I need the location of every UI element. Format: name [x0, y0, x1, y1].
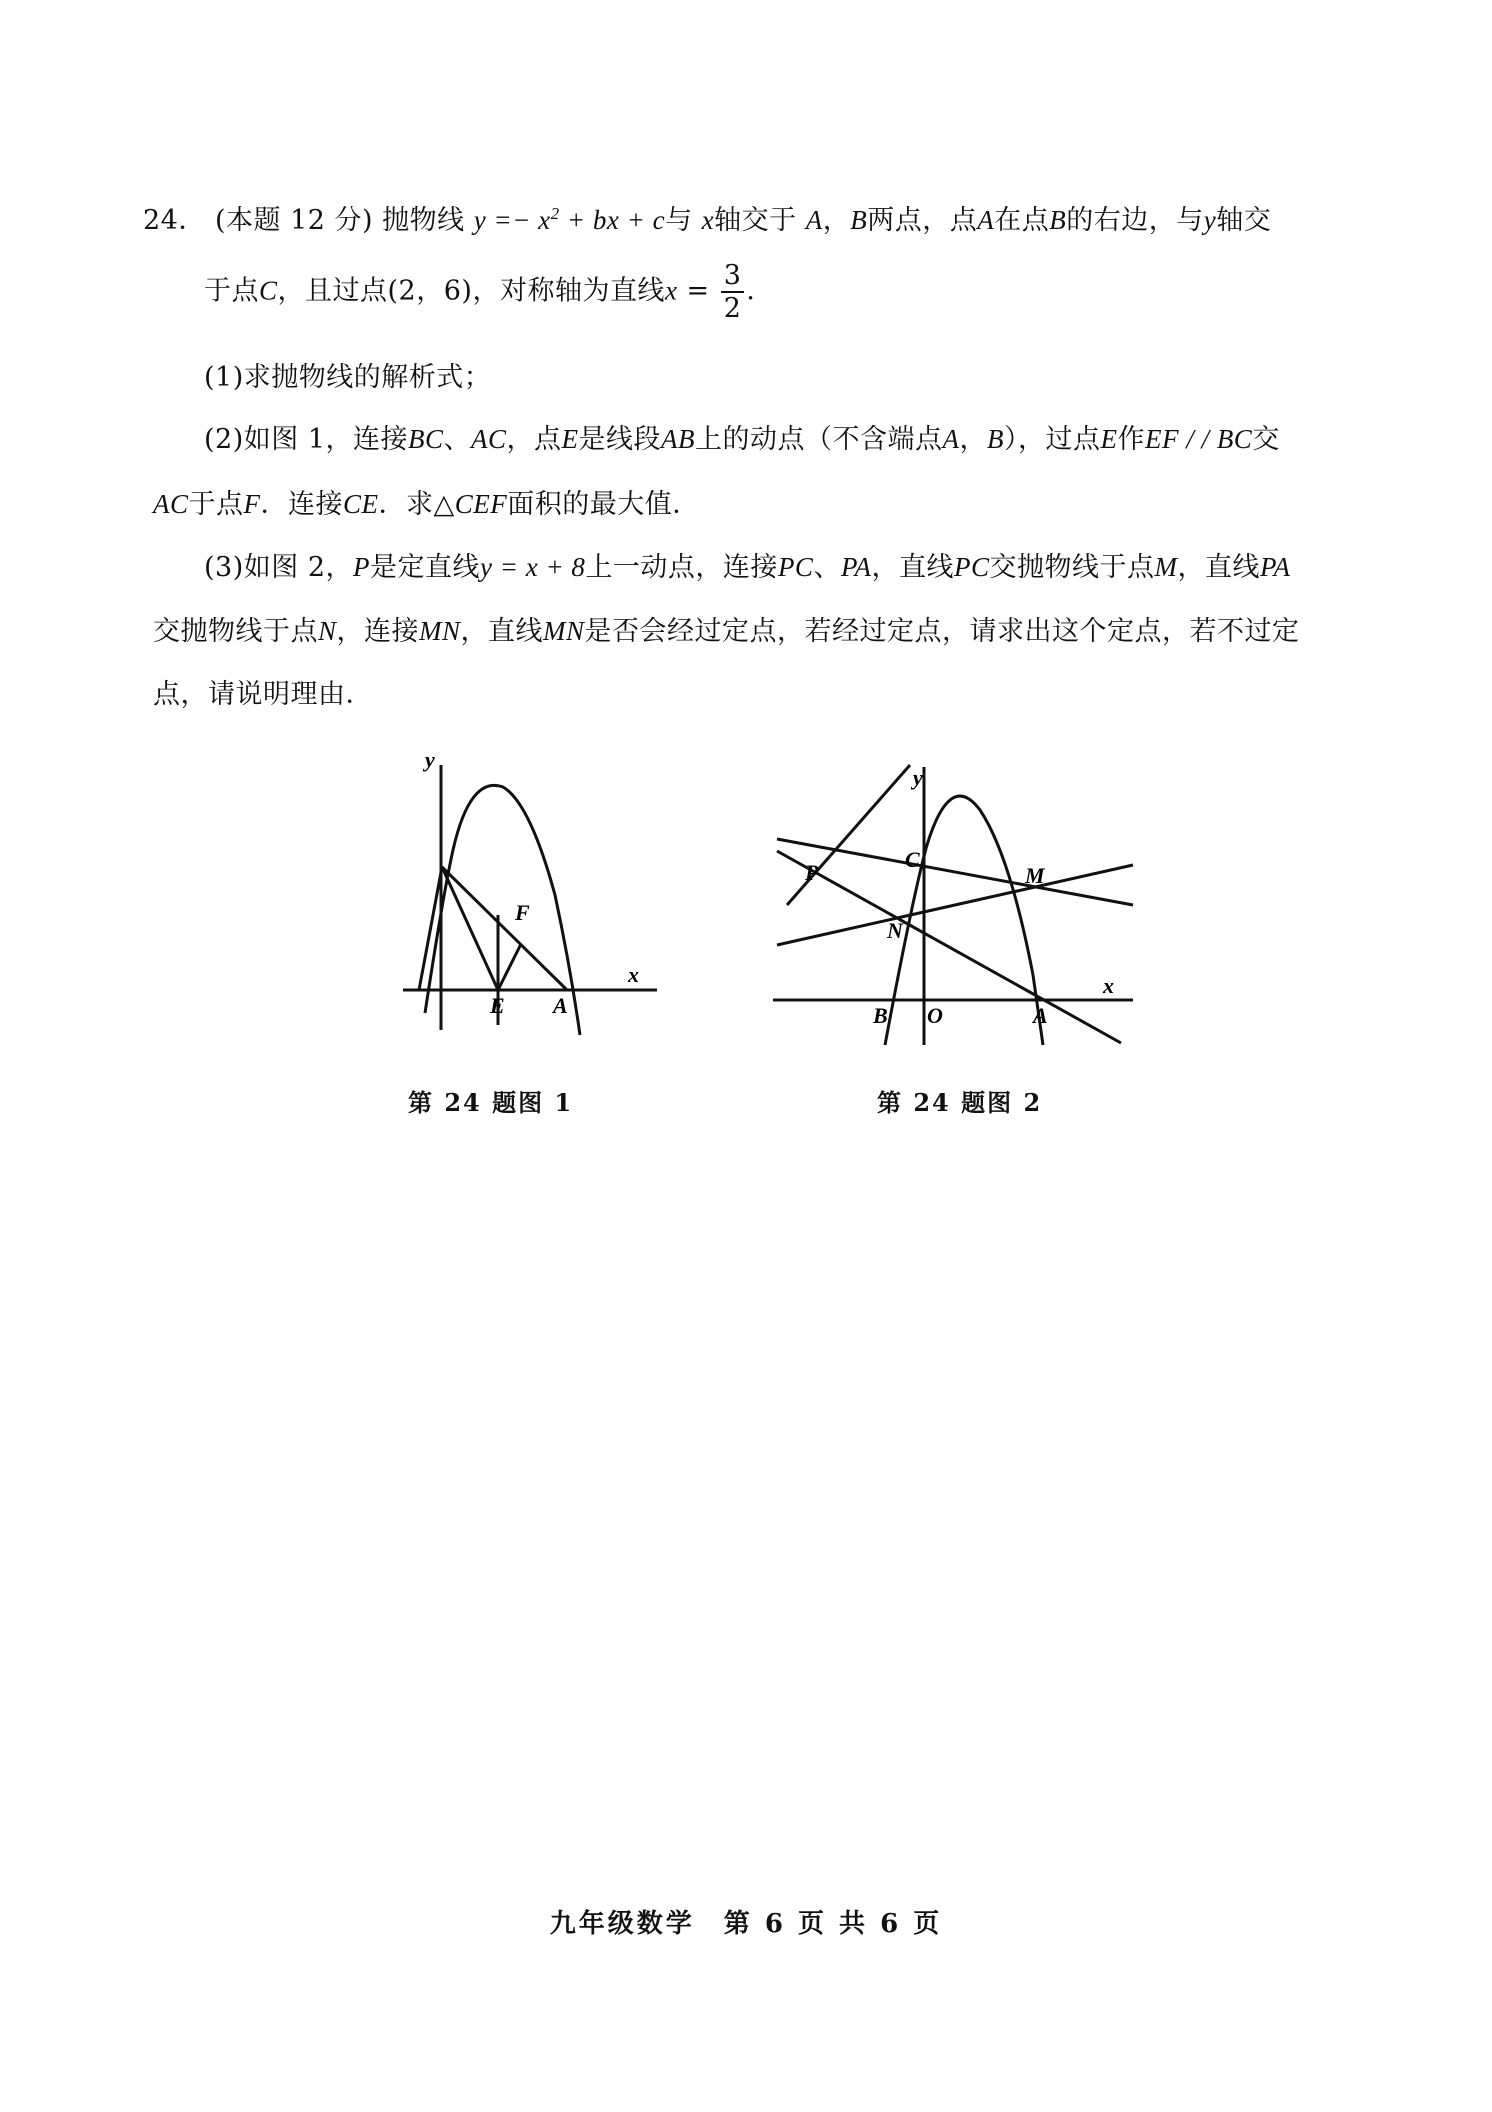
- fig2-line-PC: [777, 839, 1133, 905]
- fig2-label-x: x: [1103, 973, 1114, 998]
- figure-2-caption: 第 24 题图 2: [877, 1088, 1043, 1117]
- fig1-label-F: F: [515, 900, 530, 925]
- fig1-segment-CE: [442, 867, 498, 990]
- fig1-label-E: E: [490, 993, 505, 1018]
- part-3-line-3: 点，请说明理由．: [153, 679, 373, 710]
- fig2-label-A: A: [1033, 1003, 1048, 1028]
- question-line-1: 24． (本题 12 分) 抛物线 $y =- x^2$ + bx + c与 x轴交于 A，B两点，点A在点B的右边，与y轴交: [143, 204, 1272, 236]
- parabola-equation: $y =- x^2$ + bx + c: [473, 204, 666, 235]
- fig2-label-N: N: [887, 918, 903, 943]
- fig2-parabola: [885, 796, 1043, 1045]
- figure-1-diagram: [395, 745, 665, 1045]
- fig1-segment-EF: [498, 944, 521, 990]
- fig1-label-x: x: [628, 962, 639, 987]
- fraction-three-halves: $\frac{3}{2}$: [721, 262, 745, 322]
- score-note: (本题 12 分): [214, 205, 374, 236]
- fig2-label-y: y: [913, 765, 923, 790]
- fig2-line-MN: [777, 865, 1133, 945]
- fig1-label-y: y: [425, 747, 435, 772]
- fig2-label-B: B: [873, 1003, 888, 1028]
- page-footer: 九年级数学 第 6 页 共 6 页: [549, 1909, 943, 1939]
- fig2-label-M: M: [1025, 863, 1045, 888]
- figure-2-diagram: [765, 755, 1140, 1055]
- question-number: 24．: [143, 205, 206, 236]
- part-1: (1)求抛物线的解析式；: [204, 362, 492, 393]
- fig2-label-P: P: [805, 860, 819, 885]
- fig2-label-O: O: [927, 1003, 943, 1028]
- part-2-line-2: AC于点F．连接CE．求△CEF面积的最大值．: [153, 489, 700, 520]
- fig1-segment-AC: [442, 867, 567, 990]
- fig2-label-C: C: [905, 847, 920, 872]
- fig1-label-A: A: [553, 993, 568, 1018]
- question-line-2: 于点C，且过点(2，6)，对称轴为直线x = $\frac{3}{2}$ ．: [204, 260, 774, 324]
- part-3-line-2: 交抛物线于点N，连接MN，直线MN是否会经过定点，若经过定点，请求出这个定点，若不过定: [153, 616, 1300, 647]
- figure-1-caption: 第 24 题图 1: [408, 1088, 574, 1117]
- part-2-line-1: (2)如图 1，连接BC、AC，点E是线段AB上的动点（不含端点A，B），过点E作EF / / BC交: [204, 424, 1280, 455]
- part-3-line-1: (3)如图 2，P是定直线y = x + 8上一动点，连接PC、PA，直线PC交抛物线于点M，直线PA: [204, 552, 1291, 583]
